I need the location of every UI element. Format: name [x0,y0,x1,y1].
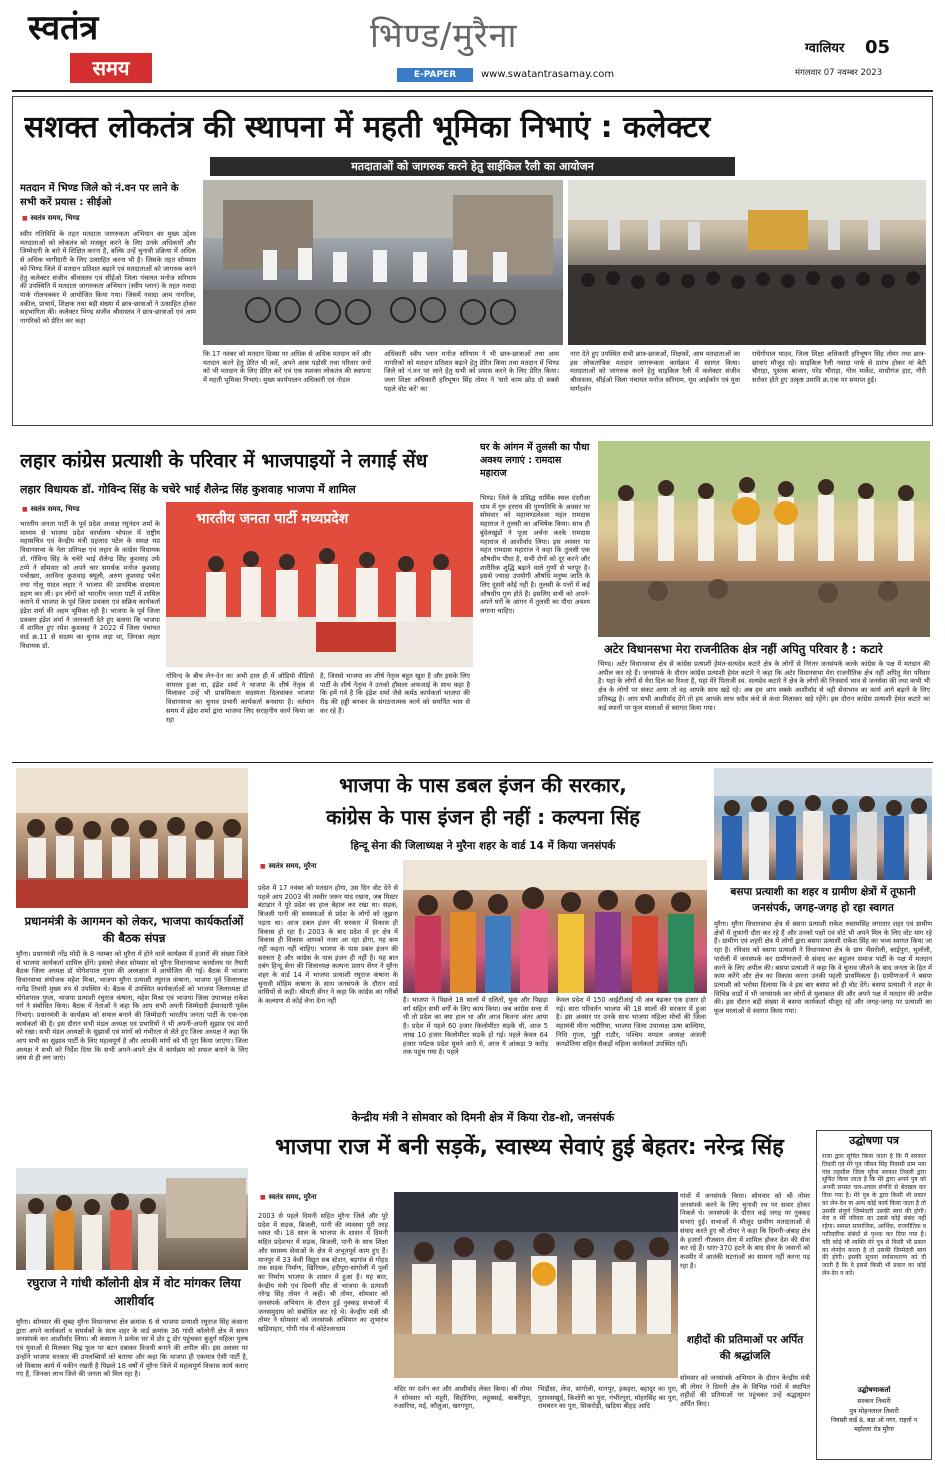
story8-text-col3: भिड़ौसा, लेपा, सांगोली, मानपुर, इकहरा, बहादुर का पुरा, पुरावसखुर्द, किशोरी का पुरा, गंभीरपुरा, मोहरसिंह का पुरा, रामचरन का पुरा, सिकरोड़ी, खड़िया बीहड़ आदि [538,1385,678,1411]
notice-signer-address: निवासी वार्ड 8, बड़ा ओ नगर, राहतों न मर्हाल्ला रोड मुरैना [830,1417,918,1433]
notice-signer-name: सरकार तिवारी [857,1397,891,1405]
story4-photo-welcome [598,441,930,637]
story2-headline: लहार कांग्रेस प्रत्याशी के परिवार में भाजपाइयों ने लगाई सेंध [20,450,428,472]
story5-text: मुरैना। प्रधानमंत्री नरेंद्र मोदी के 8 नवम्बर को मुरैना में होने वाले कार्यक्रम में हजारों की संख्या जिले से भाजपा कार्यकर्ता शामिल होंगे। इसको लेकर सोमवार को मुरैना विधानसभा कार्यालय पर तैयारी बैठक जिला अध्यक्ष डॉ योगेशपाल गुप्ता की अध्यक्षता में आयोजित की गई। बैठक में भाजपा विधानसभा संयोजक महेश मिश्रा, भाजपा मुरैना प्रत्याशी रघुराज कंषाना, भाजपा पूर्व जिलाध्यक्ष नागेंद्र तिवारी मुख्य रुप से उपस्थित थे। बैठक में उपस्थित कार्यकर्ताओं को भाजपा जिलाध्यक्ष डॉ योगेशपाल गुप्ता, भाजपा प्रत्याशी रघुराज कंषाना, महेश मिश्रा एवं भाजपा जिला उपाध्यक्ष राकेश गर्ग ने संबोधित किया। बैठक में नेताओं ने कहा कि आप सभी अपनी जिम्मेदारी ईमानदारी पूर्वक निभाएं। प्रधानमंत्री के कार्यक्रम को सफल बनाने की जिम्मेदारी भारतीय जनता पार्टी के एक-एक कार्यकर्ता की है। इस दौरान सभी मंडल अध्यक्ष एवं प्रभारियों ने भी अपनी-अपनी सुझाव एवं मांगों को रखा। सभी मंडल अध्यक्षों के सुझावों एवं मांगों को गंभीरता से लेते हुए जिला अध्यक्ष ने कहा कि आप सभी का सुझाव पार्टी के लिए महत्वपूर्ण है और आपकी मांगों को भी पूरा किया जाएगा। जिला अध्यक्ष ने सभी को निर्देश दिया कि सभी अपने-अपने क्षेत्र में कार्यक्रम को सफल बनाने के लिए जाम से ही लग जाएं। [16,950,248,1063]
story6-headline-line1: भाजपा के पास डबल इंजन की सरकार, [339,773,627,797]
story8-headline: भाजपा राज में बनी सड़कें, स्वास्थ्य सेवाएं हुई बेहतर: नरेन्द्र सिंह [275,1135,784,1160]
story6-text-col2: है। भाजपा ने पिछले 18 सालों में दलितों, युवा और पिछड़ा वर्ग सहित सभी वर्गों के लिए काम किया। जब कांग्रेस सत्ता में थी तो प्रदेश का क्या हाल था और आज कितना अंतर आया है। प्रदेश में पहले 60 हजार किलोमीटर सड़कें थी, आज 5 लाख 10 हजार किलोमीटर सड़कें हो गई। पहले केवल 64 हजार पर्यटक प्रदेश घूमने आते थे, आज ये आंकड़ा 9 करोड़ तक पहुंच गया है। पहले [403,996,548,1057]
story9-photo-door-to-door [16,1168,248,1270]
story5-headline: प्रधानमंत्री के आगमन को लेकर, भाजपा कार्यकर्ताओं की बैठक संपन्न [24,914,244,945]
garland-welcome-photo-icon [598,441,930,637]
notice-signer-relation: पुत्र मोहनलाल तिवारी [849,1407,899,1415]
story8-kicker: केन्द्रीय मंत्री ने सोमवार को दिमनी क्षेत्र में किया रोड-शो, जनसंपर्क [351,1111,615,1124]
story7-text: मुरैना। मुरैना विधानसभा क्षेत्र से बसपा प्रत्याशी राकेश रुस्तमसिंह लगातार शहर एवं ग्रामीण क्षेत्रों में तूफानी दौरा कर रहे हैं और उनको पक्षों एवं वोटे भी अपने मिल के लिए वोट मांग रहे हैं। ग्रामीण एवं शहरी क्षेत्र में लोगों द्वारा बसपा प्रत्याशी राकेश सिंह का भव्य स्वागत किया जा रहा है। रविवार को बसपा प्रत्याशी ने विधानसभा क्षेत्र के ग्राम भैंसरोली, बरईपुरा, भुलोली, पारोली में जनसंपर्क कर ग्रामीणजनों से संवाद कर बहुजन समाज पार्टी के पक्ष में मतदान करने के लिए अपील की। बसपा प्रत्याशी ने कहा कि वे चुनाव जीतने के बाद जनता के हित में काम करेंगे और क्षेत्र का विकास करना उनकी पहली प्राथमिकता है। ग्रामीणजनों ने बसपा प्रत्याशी को भरोसा दिलाया कि वे इस बार बसपा को ही वोट देंगे। बसपा प्रत्याशी ने शहर के विभिन्न वार्डों में भी जनसंपर्क कर लोगों से मुलाकात की और अपने पक्ष में मतदान की अपील की। इस दौरान बड़ी संख्या में बसपा कार्यकर्ता मौजूद रहे और जगह-जगह पर प्रत्याशी का फूल मालाओं से स्वागत किया गया। [714,920,932,1016]
lead-text-col4: नारा देते हुए उपस्थित सभी छात्र-छात्राओं, शिक्षकों, आम मतदाताओं का इस लोकतांत्रिक मतदान जागरूकता कार्यक्रम में स्वागत किया। मतदाताओं को जागरुक करने हेतु साइकिल रैली में कलेक्टर संजीव श्रीवास्तव, सीईओ जिला पंचायत मनोज सरियाम, यूथ आईकॉन एवं युवा मार्गदर्शन [570,350,740,393]
lead-byline: ■ स्वतंत्र समय, भिण्ड [22,214,79,223]
story9-headline: रघुराज ने गांधी कॉलोनी क्षेत्र में वोट मांगकर लिया आशीर्वाद [27,1276,241,1308]
lead-photo-cycle-rally [203,180,563,345]
door-to-door-photo-icon [16,1168,248,1270]
story6-byline: ■ स्वतंत्र समय, मुरैना [260,862,316,871]
story2-banner-text: भारतीय जनता पार्टी मध्यप्रदेश [196,511,349,527]
notice-text: राजा द्वारा सूचित किया जाता है कि मैं सरकार तिवारी एवं मेरे पुत्र जीवन सिंह निवासी ग्राम नया गांव तहसील जिला मुरैना सरकार तिवारी द्वारा सूचित किया जाता है कि मेरे द्वारा अपने पुत्र को अपनी समस्त चल-अचल संपत्ति से बेदखल कर दिया गया है। मेरे पुत्र के द्वारा किसी भी प्रकार का लेन-देन या अन्य कोई कार्य किया जाता है तो उसकी संपूर्ण जिम्मेदारी उसकी स्वयं की होगी। मेरा व मेरे परिवार का उससे कोई संबंध नहीं रहेगा। समस्त सामाजिक, आर्थिक, राजनीतिक व पारिवारिक संबंधों से पृथक कर दिया गया है। यदि कोई भी व्यक्ति मेरे पुत्र से किसी भी प्रकार का लेनदेन करता है तो उसकी जिम्मेदारी स्वयं की होगी। इसकी सूचना सर्वसाधारण को दी जाती है कि वे इससे किसी भी प्रकार का कोई लेन-देन न करें। [822,1153,926,1277]
masthead-divider [12,90,933,92]
story8-text-col2: मंदिर पर दर्शन कर और आशीर्वाद लेकर किया। श्री तोमर ने सोमवार को महुरी, सिहोनिया, लहुबसई, बाबरीपुरा, रुआरिया, मई, कौलुआ, खरगपुरा, [394,1385,532,1411]
story2-text-col3: है, जिससे भाजपा का शीर्ष नेतृत्व बहुत खुश है और इसके लिए पार्टी के शीर्ष नेतृत्व ने उनको हौसला अफजाई के साथ कहा है कि हमें गर्व है कि इंद्रेश शर्मा जैसे कर्मठ कार्यकर्ता भाजपा की रीढ़ की हड्डी बनकर के संगठनात्मक कार्य को समर्पित भाव से कर रहे हैं। [320,672,470,715]
epaper-badge: E-PAPER [397,68,473,82]
logo-bottom: समय [70,53,152,83]
notice-signer-label: उद्घोषणाकर्ता [857,1386,891,1394]
lead-side-head: मतदान में भिण्ड जिले को नं.वन पर लाने के सभी करें प्रयास : सीईओ [20,183,179,208]
story4-text: भिण्ड। अटेर विधानसभा क्षेत्र से कांग्रेस प्रत्याशी हेमंत-सत्यदेव कटारे क्षेत्र के लोगों से निरंतर जनसंपर्क करके कांग्रेस के पक्ष में मतदान की अपील कर रहे हैं। जनसंपर्क के दौरान कांग्रेस प्रत्याशी हेमंत कटारे ने कहा कि अटेर विधानसभा मेरा राजनीतिक क्षेत्र नहीं अपितु मेरा परिवार है। यहां के लोगों से मेरा दिल का रिश्ता है, यहां मेरे पिताजी स्व. सत्यदेव कटारे ने क्षेत्र के लोगों की निःस्वार्थ भाव से जनसेवा की तथा कभी भी क्षेत्र के लोगों पर संकट आया तो वह आपके साथ खड़े रहे। अब हम आप सबके आशीर्वाद से वही सेवाभाव का कार्य आगे बढ़ाने के लिए प्रतिबद्ध है। आप सभी आशीर्वाद देंगे तो हम आपके साथ सदैव कंधे से कंधा मिलाकर खड़े रहेंगे। इस दौरान कांग्रेस प्रत्याशी हेमंत कटारे का कई स्थानों पर फूल मालाओं से स्वागत किया गया। [598,660,930,712]
story8-text-col4: गांवों में जनसंपर्क किया। सोमवार को श्री तोमर जनसंपर्क करने के लिए चुनावी रथ पर सवार होकर निकले थे। जनसंपर्क के दौरान कई जगह पर नुक्कड़ सभाएं हुईं। सभाओं में मौजूद ग्रामीण मतदाताओं से संवाद करते हुए श्री तोमर ने कहा कि दिमनी-अंबाह क्षेत्र के हजारों नौजवान सेना में शामिल होकर देश की सेवा कर रहे हैं। धारा-370 हटने के बाद सेना के जवानों को कश्मीर में आतंकी घटनाओं का सामना नहीं करना पड़ रहा है। [680,1192,810,1270]
story6-headline-line2: कांग्रेस के पास इंजन ही नहीं : कल्पना सिंह [326,805,640,829]
website-link[interactable]: www.swatantrasamay.com [481,69,615,80]
notice-box [816,1130,932,1460]
story3-headline: घर के आंगन में तुलसी का पौधा अवश्य लगाएं : रामदास महाराज [480,442,590,479]
story3-text: भिण्ड। जिले के प्रसिद्ध धार्मिक स्थल दंदरौआ धाम में गुरु हरराय की पुण्यतिथि के अवसर पर सोमवार को महामण्डलेश्वर महंत रामदास महाराज ने तुलसी का अभिषेक किया। साथ ही बुंदेलखुंडों ने पूजा अर्चना करके रामदास महाराज से आशीर्वाद लिया। इस अवसर पर महंत रामदास महाराज ने कहा कि तुलसी एक औषधीय पौधा है, सभी रोगों को दूर करने और शारीरिक शुद्धि बढ़ाने वाले गुणों से भरपूर है। इससे ज्यादा उपयोगी औषधि मनुष्य जाति के लिए दूसरी कोई नहीं है। तुलसी के पत्तों में कई औषधीय गुण होते हैं। इसलिए सभी को अपने-अपने घरों के आंगन में तुलसी का पौधा अवश्य लगाना चाहिए। [480,494,590,616]
logo [24,6,159,84]
lead-photo-students-gathering [568,180,926,345]
page-number: 05 [865,37,891,58]
story6-text-col1: प्रदेश में 17 नवंबर को मतदान होगा, उस दिन वोट देने से पहले आप 2003 की तस्वीर जरूर याद रखना, जब मिस्टर बंटाढार ने पूरे प्रदेश का हाल बेहाल कर रखा था। सड़क, बिजली पानी की समस्याओं से प्रदेश के लोगों को जूझना पड़ता था। आज डबल इंजन की सरकार में विकास ही विकास हो रहा है। 2003 के बाद प्रदेश में हर क्षेत्र में विकास ही विकास आपको नजर आ रहा होगा, यह कम नहीं कहना नहीं चाहिए। भाजपा के पास डबल इंजन की सरकार है और कांग्रेस के पास इंजन ही नहीं है। यह बात दबंग हिन्दू सेना की जिलाध्यक्ष कल्पना प्रताप सेंगर ने मुरैना शहर के वार्ड 14 में भाजपा प्रत्याशी रघुराज कंषाना के चुनावी मोहिम कंषाना के साथ जनसंपर्क के दौरान वार्ड वासियों से कही। श्रीमती सेंगर ने कहा कि कांग्रेस का गरीबों के कल्याण से कोई लेना देना नहीं [258,884,398,1006]
logo-top: स्वतंत्र [28,8,99,48]
lead-text-col3: अधिकारी स्वीप प्लान मनोज सरियाम ने भी छात्र-छात्राओं तथा आम नागरिकों को मतदान प्रतिशत बढ़ाने हेतु प्रेरित किया तथा मतदान में भिण्ड जिले को नं.वन पर लाने हेतु सभी को प्रयास करने के लिए प्रेरित किया। जला शिक्षा अधिकारी हरिभूषन सिंह तोमर ने 'सारे काम छोड़ दो सबसे पहले वोट करें' का [384,350,559,393]
section-divider-1 [12,762,933,763]
bsp-campaign-photo-icon [714,768,932,880]
city-label: ग्वालियर [805,41,845,56]
story2-subhead: लहार विधायक डॉ. गोविन्द सिंह के चचेरे भाई शैलेन्द्र सिंह कुशवाह भाजपा में शामिल [20,483,356,496]
story2-text-col2: गोविन्द के बीच लेन-देन का अभी हाल ही में ऑडियो वीडियो वायरल हुआ था, इंद्रेश शर्मा ने भाजपा के शीर्ष नेतृत्व से मिलाकर उन्हें भी प्राथमिकता सदस्यता दिलवाकर भाजपा विधानसभा का चुनाव प्रभारी कार्यकर्ता बनवाया है। वर्तमान समय में इंद्रेश शर्मा द्वारा भाजपा लिए सराहनीय कार्य किया जा रहा [166,672,314,724]
crowd-photo-icon [568,180,926,345]
story7-photo-bsp-campaign [714,768,932,880]
story6-subhead: हिन्दू सेना की जिलाध्यक्ष ने मुरैना शहर के वार्ड 14 में किया जनसंपर्क [350,840,616,852]
story6-photo-women-rally [403,860,707,993]
notice-title: उद्घोषणा पत्र [849,1134,899,1147]
story2-byline: ■ स्वतंत्र समय, भिण्ड [22,505,79,514]
lead-text-col1: स्वीप गतिविधि के तहत मतदाता जागरुकता अभियान का मुख्य उद्देश्य मतदाताओं को लोकतंत्र को मजबूत करने के लिए उनके अधिकारों और जिम्मेदारी के बारे में शिक्षित करना है, बल्कि उन्हें चुनावी प्रक्रिया में अधिक से अधिक भागीदारी के लिए उत्साहित करना भी है। जिसके तहत सोमवार को भिण्ड जिले में मतदान प्रतिशत बढ़ाने एवं मतदाताओं को जागरुक करने हेतु कलेक्टर संजीव श्रीवास्तव एवं सीईओ जिला पंचायत मनोज सरियाम की उपस्थिति में मतदाता जागरुकता अभियान (स्वीप प्लान) के तहत नवादा पार्क गोलचक्कर में आयोजित किया गया। जिसमें नवादा आम नागरिक, वकील, प्राचार्य, शिक्षक तथा बड़ी संख्या में छात्र-छात्राओं ने उत्साहित होकर सहभागिता की। कलेक्टर भिण्ड संजीव श्रीवास्तव ने छात्र-छात्राओं एवं आम नागरिकों को प्रेरित कर कहा [20,230,196,326]
masthead [0,0,945,88]
story2-text-col1: भारतीय जनता पार्टी के पूर्व प्रदेश अध्यक्ष रघुनंदन शर्मा के माध्यम से भाजपा प्रदेश कार्यालय भोपाल में राष्ट्रीय महासचिव एवं केन्द्रीय मंत्री प्रहलाद पटेल के समक्ष मप्र विधानसभा के नेता प्रतिपक्ष एवं लहार के कांग्रेस विधायक डॉ. गोविन्द सिंह के चचेरे भाई शैलेन्द्र सिंह कुशवाह उर्फ टप्पे ने सोमवार को अपने चार समर्थक मनोज कुशवाह पचोखरा, अरविन्द कुशवाह बघूली, अरुण कुशवाह पचेरा तथा गोलू यादव लहार ने भाजपा की प्राथमिक सदस्यता ग्रहण कर ली। इन लोगों को भारतीय जनता पार्टी में शामिल कराने में भाजपा के पूर्व जिला प्रवक्ता एवं सक्रिय कार्यकर्ता इंद्रेश शर्मा की अहम भूमिका रही है। भाजपा के पूर्व जिला प्रवक्ता इंद्रेश शर्मा ने जानकारी देते हुए बताया कि भाजपा में शामिल हुए रमेश कुशवाह ने 2022 में जिला पंचायत वार्ड क्र.11 से सदस्य का चुनाव लड़ा था, जिनका लहार विधायक डॉ. [20,520,160,650]
lead-text-col2: कि 17 नवंबर को मतदान दिवस पर अधिक से अधिक मतदान करें और मतदान करने हेतु प्रेरित भी करें, अपने आस पड़ोसी तथा परिवार जनों को भी मतदान के लिए प्रेरित करें एवं एक सशक्त लोकतंत्र की स्थापना में महती भूमिका निभाएं। मुख्य कार्यपालन अधिकारी एवं नोडल [203,350,371,385]
lead-subheadline: मतदाताओं को जागरुक करने हेतु साईकिल रैली का आयोजन [351,160,594,173]
story8-sub-head: शहीदों की प्रतिमाओं पर अर्पित की श्रद्धांजलि [686,1334,804,1362]
cycle-rally-photo-icon [203,180,563,345]
story4-headline: अटेर विधानसभा मेरा राजनीतिक क्षेत्र नहीं अपितु परिवार है : कटारे [604,642,883,656]
lead-subheadline-bar [210,157,735,176]
roadshow-photo-icon [394,1192,678,1378]
edition-title: भिण्ड/मुरैना [370,16,518,56]
story5-photo-meeting [16,768,248,908]
meeting-photo-icon [16,768,248,908]
story9-text: मुरैना। सोमवार की सुबह मुरैना विधानसभा क्षेत्र क्रमांक 6 से भाजपा प्रत्याशी रघुराज सिंह कंसाना द्वारा अपने कार्यकर्ता व समर्थकों के साथ शहर के वार्ड क्रमांक 36 गांधी कॉलोनी क्षेत्र में सघन जनसंपर्क कर आशीर्वाद लिया। श्री कंसाना ने प्रत्येक घर में डोर टू डोर पहुंचकर बुजुर्ग महिला पुरुष एवं युवाओं से मिलकर चिह्न फूल पर बटन दबाकर विजयी बनाने की अपील की। इस अवसर पर उन्होंने भाजपा सरकार की उपलब्धियों को बताया और कहा कि भाजपा ही एकमात्र ऐसी पार्टी है, जो विकास कार्य में यकीन रखती है पिछले 18 वर्षों में मुरैना जिले में महत्वपूर्ण विकास कार्य कराए गए हैं, जिनका लाभ जिले की जनता को मिल रहा है। [16,1318,248,1379]
issue-date: मंगलवार 07 नवम्बर 2023 [795,68,883,78]
women-rally-photo-icon [403,860,707,993]
story8-text-col1: 2003 से पहले दिमनी सहित मुरैना जिले और पूरे प्रदेश में सड़क, बिजली, पानी की व्यवस्था पूरी तरह ध्वस्त थी। 18 साल के भाजपा के शासन में दिमनी सहित प्रदेशभर में सड़क, बिजली, पानी के साथ शिक्षा और स्वास्थ्य सेवाओं के क्षेत्र में अभूतपूर्व काम हुए हैं। मानपुर में 33 केवी विद्युत सब स्टेशन, बड़गांव से गोहद तक सड़क निर्माण, खिरियरू, हरीपुरा-सांगोली में पुलों का निर्माण भाजपा के शासन में हुआ है। यह बात, केन्द्रीय मंत्री एवं दिमनी सीट से भाजपा के प्रत्याशी नरेन्द्र सिंह तोमर ने कही। श्री तोमर, सोमवार को जनसंपर्क अभियान के दौरान हुई नुक्कड़ सभाओं में जनसमुदाय को संबोधित कर रहे थे। केन्द्रीय मंत्री श्री तोमर ने सोमवार को जनसंपर्क अभियान का शुभारंभ खड़ियाहार, गोपी गांव में कोटेश्वरधाम [258,1212,388,1334]
story7-headline: बसपा प्रत्याशी का शहर व ग्रामीण क्षेत्रों में तूफानी जनसंपर्क, जगह-जगह हो रहा स्वागत [730,886,916,914]
story8-text-col5: सोमवार को जनसंपर्क अभियान के दौरान केन्द्रीय मंत्री श्री तोमर ने दिमनी क्षेत्र के विभिन्न गांवों में स्थापित शहीदों की प्रतिमाओं पर पहुंचकर उन्हें श्रद्धासुमन अर्पित किए। [680,1374,810,1409]
story8-byline: ■ स्वतंत्र समय, मुरैना [260,1193,316,1202]
story8-photo-roadshow [394,1192,678,1378]
lead-headline: सशक्त लोकतंत्र की स्थापना में महती भूमिका निभाएं : कलेक्टर [24,110,711,145]
story6-text-col3: केवल प्रदेश में 150 आईटीआई थी अब बढ़कर एक हजार हो गई। सारा परिवर्तन भाजपा की 18 सालों की सरकार में हुआ है। इस अवसर पर उनके साथ भाजपा महिला मोर्चा की जिला महामंत्री मीना भदौरिया, भाजपा जिला उपाध्यक्ष ऊषा बाल्दिया, निधि गुप्ता, गुड्डी राठौर, पश्चिम मण्डल अध्यक्ष अंजली कण्डोतिया सहित सैकड़ों महिला कार्यकर्ता उपस्थित रहीं। [556,996,706,1048]
story2-photo-bjp-joining [166,502,473,667]
lead-text-col5: राघेगोपाल यादव, जिला शिक्षा अधिकारी हरिभूषन सिंह तोमर तथा छात्र-छात्राएं मौजूद रहे। साइकिल रैली नवादा पार्क से प्रारंभ होकर मां बेटी चौराहा, पुस्तक बाजार, परेड चौराहा, गोल मार्केट, माधौगंज हाट, गौरी सरोवर होते हुए उत्कृष्ट उमावि क्र.एक पर समाप्त हुई। [752,350,926,385]
